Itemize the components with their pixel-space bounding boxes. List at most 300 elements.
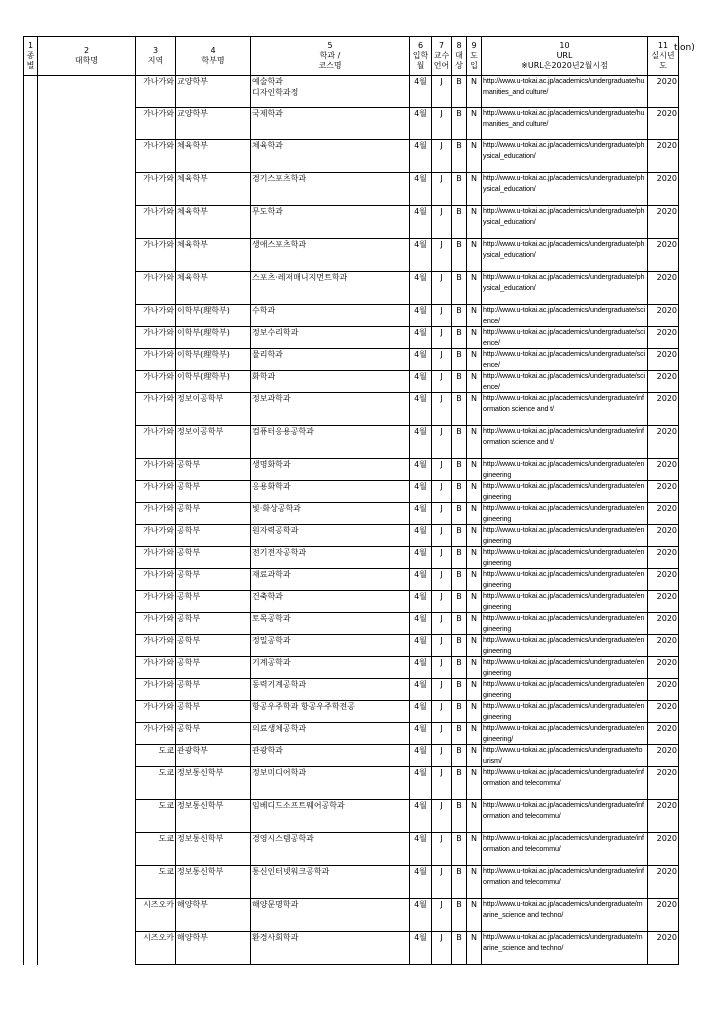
column-label: 대학명 (74, 56, 99, 65)
language-cell: J (432, 426, 452, 459)
column-label: 학부명 (201, 56, 225, 65)
target-cell: B (452, 76, 467, 108)
region-cell: 가나가와 (136, 459, 176, 481)
department-cell: 원자력공학과 (251, 525, 410, 547)
university-cell (38, 745, 136, 767)
department-cell: 컴퓨터응용공학과 (251, 426, 410, 459)
faculty-cell: 공학부 (176, 723, 251, 745)
table-row (24, 393, 679, 426)
url-cell: http://www.u-tokai.ac.jp/academics/undergraduate/engineering (482, 679, 648, 701)
language-cell: J (432, 833, 452, 866)
column-number: 11 (657, 41, 669, 50)
target-cell: B (452, 327, 467, 349)
intro-cell: N (467, 613, 482, 635)
table-row (24, 591, 679, 613)
region-cell: 가나가와 (136, 76, 176, 108)
table-row (24, 206, 679, 239)
department-cell: 환경사회학과 (251, 932, 410, 965)
year-cell: 2020 (648, 525, 679, 547)
month-cell: 4월 (410, 657, 432, 679)
faculty-cell: 체육학부 (176, 140, 251, 173)
university-cell (38, 679, 136, 701)
table-row (24, 635, 679, 657)
faculty-cell: 공학부 (176, 657, 251, 679)
column-header-10 (482, 37, 648, 76)
type-cell (24, 108, 38, 140)
column-label: 교수언어 (433, 51, 450, 70)
url-cell: http://www.u-tokai.ac.jp/academics/undergraduate/engineering (482, 657, 648, 679)
month-cell: 4월 (410, 426, 432, 459)
type-cell (24, 239, 38, 272)
university-cell (38, 239, 136, 272)
university-cell (38, 173, 136, 206)
department-cell: 정보수리학과 (251, 327, 410, 349)
region-cell: 시즈오카 (136, 899, 176, 932)
faculty-cell: 공학부 (176, 481, 251, 503)
department-cell: 빛·화상공학과 (251, 503, 410, 525)
intro-cell: N (467, 108, 482, 140)
column-header-3 (136, 37, 176, 76)
language-cell: J (432, 173, 452, 206)
region-cell: 가나가와 (136, 108, 176, 140)
department-cell: 건축학과 (251, 591, 410, 613)
column-number: 4 (210, 46, 216, 55)
university-cell (38, 569, 136, 591)
target-cell: B (452, 767, 467, 800)
university-cell (38, 426, 136, 459)
language-cell: J (432, 108, 452, 140)
type-cell (24, 866, 38, 899)
target-cell: B (452, 173, 467, 206)
type-cell (24, 547, 38, 569)
faculty-cell: 공학부 (176, 635, 251, 657)
department-cell: 물리학과 (251, 349, 410, 371)
type-cell (24, 679, 38, 701)
intro-cell: N (467, 569, 482, 591)
faculty-cell: 정보이공학부 (176, 426, 251, 459)
type-cell (24, 657, 38, 679)
type-cell (24, 800, 38, 833)
table-row (24, 899, 679, 932)
target-cell: B (452, 481, 467, 503)
faculty-cell: 정보통신학부 (176, 833, 251, 866)
department-cell: 정보미디어학과 (251, 767, 410, 800)
language-cell: J (432, 679, 452, 701)
url-cell: http://www.u-tokai.ac.jp/academics/undergraduate/science/ (482, 305, 648, 327)
department-cell: 항공우주학과 항공우주학전공 (251, 701, 410, 723)
target-cell: B (452, 140, 467, 173)
target-cell: B (452, 932, 467, 965)
month-cell: 4월 (410, 76, 432, 108)
language-cell: J (432, 371, 452, 393)
region-cell: 가나가와 (136, 272, 176, 305)
month-cell: 4월 (410, 371, 432, 393)
faculty-cell: 이학부(理학부) (176, 349, 251, 371)
month-cell: 4월 (410, 525, 432, 547)
table-row (24, 525, 679, 547)
department-cell: 스포츠·레저매니지먼트학과 (251, 272, 410, 305)
intro-cell: N (467, 305, 482, 327)
target-cell: B (452, 525, 467, 547)
column-number: 6 (417, 41, 424, 50)
url-cell: http://www.u-tokai.ac.jp/academics/undergraduate/physical_education/ (482, 272, 648, 305)
university-cell (38, 393, 136, 426)
intro-cell: N (467, 547, 482, 569)
url-cell: http://www.u-tokai.ac.jp/academics/undergraduate/humanities_and culture/ (482, 108, 648, 140)
language-cell: J (432, 701, 452, 723)
table-row (24, 503, 679, 525)
url-cell: http://www.u-tokai.ac.jp/academics/undergraduate/science/ (482, 371, 648, 393)
url-cell: http://www.u-tokai.ac.jp/academics/undergraduate/marine_science and techno/ (482, 899, 648, 932)
url-cell: http://www.u-tokai.ac.jp/academics/undergraduate/marine_science and techno/ (482, 932, 648, 965)
table-row (24, 613, 679, 635)
region-cell: 가나가와 (136, 635, 176, 657)
intro-cell: N (467, 76, 482, 108)
target-cell: B (452, 503, 467, 525)
university-cell (38, 613, 136, 635)
target-cell: B (452, 899, 467, 932)
year-cell: 2020 (648, 349, 679, 371)
table-row (24, 108, 679, 140)
month-cell: 4월 (410, 569, 432, 591)
region-cell: 가나가와 (136, 327, 176, 349)
table-row (24, 327, 679, 349)
intro-cell: N (467, 679, 482, 701)
year-cell: 2020 (648, 745, 679, 767)
month-cell: 4월 (410, 108, 432, 140)
faculty-cell: 공학부 (176, 613, 251, 635)
type-cell (24, 932, 38, 965)
type-cell (24, 349, 38, 371)
faculty-cell: 공학부 (176, 701, 251, 723)
region-cell: 도쿄 (136, 767, 176, 800)
month-cell: 4월 (410, 305, 432, 327)
intro-cell: N (467, 635, 482, 657)
department-cell: 해양문명학과 (251, 899, 410, 932)
table-row (24, 547, 679, 569)
department-cell: 토목공학과 (251, 613, 410, 635)
url-cell: http://www.u-tokai.ac.jp/academics/undergraduate/engineering (482, 701, 648, 723)
university-cell (38, 459, 136, 481)
type-cell (24, 140, 38, 173)
university-cell (38, 481, 136, 503)
type-cell (24, 525, 38, 547)
target-cell: B (452, 239, 467, 272)
column-number: 7 (438, 41, 445, 50)
target-cell: B (452, 745, 467, 767)
table-row (24, 272, 679, 305)
faculty-cell: 교양학부 (176, 76, 251, 108)
university-cell (38, 76, 136, 108)
region-cell: 가나가와 (136, 547, 176, 569)
column-header-9 (467, 37, 482, 76)
table-row (24, 371, 679, 393)
department-cell: 재료과학과 (251, 569, 410, 591)
url-cell: http://www.u-tokai.ac.jp/academics/undergraduate/information and telecommu/ (482, 800, 648, 833)
column-header-2 (38, 37, 136, 76)
language-cell: J (432, 305, 452, 327)
department-cell: 체육학과 (251, 140, 410, 173)
region-cell: 가나가와 (136, 305, 176, 327)
language-cell: J (432, 349, 452, 371)
table-row (24, 459, 679, 481)
target-cell: B (452, 206, 467, 239)
year-cell: 2020 (648, 833, 679, 866)
faculty-cell: 해양학부 (176, 932, 251, 965)
region-cell: 가나가와 (136, 349, 176, 371)
url-cell: http://www.u-tokai.ac.jp/academics/undergraduate/physical_education/ (482, 206, 648, 239)
url-cell: http://www.u-tokai.ac.jp/academics/undergraduate/engineering (482, 613, 648, 635)
month-cell: 4월 (410, 833, 432, 866)
year-cell: 2020 (648, 701, 679, 723)
university-cell (38, 635, 136, 657)
year-cell: 2020 (648, 800, 679, 833)
language-cell: J (432, 635, 452, 657)
type-cell (24, 613, 38, 635)
target-cell: B (452, 426, 467, 459)
month-cell: 4월 (410, 866, 432, 899)
table-row (24, 140, 679, 173)
department-cell: 무도학과 (251, 206, 410, 239)
url-cell: http://www.u-tokai.ac.jp/academics/undergraduate/tourism/ (482, 745, 648, 767)
university-cell (38, 140, 136, 173)
month-cell: 4월 (410, 206, 432, 239)
year-cell: 2020 (648, 173, 679, 206)
target-cell: B (452, 371, 467, 393)
url-cell: http://www.u-tokai.ac.jp/academics/undergraduate/information and telecommu/ (482, 866, 648, 899)
intro-cell: N (467, 591, 482, 613)
target-cell: B (452, 459, 467, 481)
column-header-1 (24, 37, 38, 76)
region-cell: 가나가와 (136, 173, 176, 206)
month-cell: 4월 (410, 481, 432, 503)
url-cell: http://www.u-tokai.ac.jp/academics/undergraduate/engineering (482, 481, 648, 503)
year-cell: 2020 (648, 657, 679, 679)
url-cell: http://www.u-tokai.ac.jp/academics/undergraduate/engineering (482, 569, 648, 591)
year-cell: 2020 (648, 635, 679, 657)
university-cell (38, 272, 136, 305)
faculty-cell: 체육학부 (176, 173, 251, 206)
target-cell: B (452, 272, 467, 305)
intro-cell: N (467, 481, 482, 503)
language-cell: J (432, 657, 452, 679)
department-cell: 의료생체공학과 (251, 723, 410, 745)
intro-cell: N (467, 899, 482, 932)
faculty-cell: 공학부 (176, 591, 251, 613)
intro-cell: N (467, 349, 482, 371)
language-cell: J (432, 140, 452, 173)
language-cell: J (432, 899, 452, 932)
language-cell: J (432, 932, 452, 965)
year-cell: 2020 (648, 547, 679, 569)
table-row (24, 173, 679, 206)
type-cell (24, 767, 38, 800)
table-row (24, 833, 679, 866)
table-row (24, 723, 679, 745)
year-cell: 2020 (648, 503, 679, 525)
type-cell (24, 701, 38, 723)
header-row (24, 37, 679, 76)
intro-cell: N (467, 393, 482, 426)
column-label: 입학월 (412, 51, 429, 70)
month-cell: 4월 (410, 349, 432, 371)
region-cell: 시즈오카 (136, 932, 176, 965)
column-label: 지역 (147, 56, 164, 65)
year-cell: 2020 (648, 679, 679, 701)
month-cell: 4월 (410, 932, 432, 965)
type-cell (24, 206, 38, 239)
faculty-cell: 관광학부 (176, 745, 251, 767)
column-label: 대상 (455, 51, 463, 70)
type-cell (24, 833, 38, 866)
language-cell: J (432, 745, 452, 767)
year-cell: 2020 (648, 932, 679, 965)
year-cell: 2020 (648, 305, 679, 327)
column-label: URL ※URL은2020년2월시점 (521, 51, 608, 70)
url-cell: http://www.u-tokai.ac.jp/academics/undergraduate/engineering (482, 459, 648, 481)
intro-cell: N (467, 701, 482, 723)
region-cell: 가나가와 (136, 140, 176, 173)
faculty-cell: 정보통신학부 (176, 767, 251, 800)
month-cell: 4월 (410, 701, 432, 723)
language-cell: J (432, 272, 452, 305)
month-cell: 4월 (410, 800, 432, 833)
university-cell (38, 349, 136, 371)
target-cell: B (452, 569, 467, 591)
url-cell: http://www.u-tokai.ac.jp/academics/undergraduate/science/ (482, 327, 648, 349)
region-cell: 가나가와 (136, 481, 176, 503)
target-cell: B (452, 613, 467, 635)
url-cell: http://www.u-tokai.ac.jp/academics/undergraduate/physical_education/ (482, 239, 648, 272)
intro-cell: N (467, 239, 482, 272)
intro-cell: N (467, 272, 482, 305)
table-row (24, 866, 679, 899)
year-cell: 2020 (648, 899, 679, 932)
language-cell: J (432, 459, 452, 481)
year-cell: 2020 (648, 767, 679, 800)
target-cell: B (452, 800, 467, 833)
year-cell: 2020 (648, 108, 679, 140)
table-row (24, 76, 679, 108)
target-cell: B (452, 833, 467, 866)
faculty-cell: 정보통신학부 (176, 866, 251, 899)
region-cell: 가나가와 (136, 679, 176, 701)
department-cell: 응용화학과 (251, 481, 410, 503)
column-number: 2 (83, 46, 90, 55)
region-cell: 가나가와 (136, 426, 176, 459)
language-cell: J (432, 569, 452, 591)
url-cell: http://www.u-tokai.ac.jp/academics/undergraduate/physical_education/ (482, 140, 648, 173)
type-cell (24, 899, 38, 932)
department-cell: 화학과 (251, 371, 410, 393)
table-row (24, 745, 679, 767)
intro-cell: N (467, 525, 482, 547)
department-cell: 경기스포츠학과 (251, 173, 410, 206)
month-cell: 4월 (410, 613, 432, 635)
url-cell: http://www.u-tokai.ac.jp/academics/undergraduate/information and telecommu/ (482, 767, 648, 800)
intro-cell: N (467, 866, 482, 899)
month-cell: 4월 (410, 679, 432, 701)
column-header-6 (410, 37, 432, 76)
column-number: 10 (559, 41, 570, 50)
month-cell: 4월 (410, 459, 432, 481)
region-cell: 가나가와 (136, 569, 176, 591)
table-row (24, 800, 679, 833)
faculty-cell: 공학부 (176, 547, 251, 569)
intro-cell: N (467, 206, 482, 239)
university-cell (38, 305, 136, 327)
department-cell: 경영시스템공학과 (251, 833, 410, 866)
intro-cell: N (467, 800, 482, 833)
table-row (24, 305, 679, 327)
year-cell: 2020 (648, 393, 679, 426)
target-cell: B (452, 547, 467, 569)
department-cell: 예술학과 디자인학과정 (251, 76, 410, 108)
department-cell: 통신인터넷워크공학과 (251, 866, 410, 899)
faculty-cell: 해양학부 (176, 899, 251, 932)
type-cell (24, 503, 38, 525)
type-cell (24, 393, 38, 426)
language-cell: J (432, 800, 452, 833)
language-cell: J (432, 239, 452, 272)
table-row (24, 701, 679, 723)
language-cell: J (432, 767, 452, 800)
month-cell: 4월 (410, 503, 432, 525)
type-cell (24, 305, 38, 327)
year-cell: 2020 (648, 866, 679, 899)
faculty-cell: 체육학부 (176, 239, 251, 272)
target-cell: B (452, 349, 467, 371)
column-label: 실시년도 (651, 51, 675, 70)
table-row (24, 657, 679, 679)
type-cell (24, 745, 38, 767)
month-cell: 4월 (410, 635, 432, 657)
month-cell: 4월 (410, 140, 432, 173)
table-row (24, 239, 679, 272)
university-cell (38, 833, 136, 866)
university-cell (38, 525, 136, 547)
region-cell: 가나가와 (136, 613, 176, 635)
region-cell: 도쿄 (136, 800, 176, 833)
university-program-table (23, 36, 679, 965)
language-cell: J (432, 393, 452, 426)
type-cell (24, 635, 38, 657)
url-cell: http://www.u-tokai.ac.jp/academics/undergraduate/engineering (482, 503, 648, 525)
intro-cell: N (467, 745, 482, 767)
month-cell: 4월 (410, 745, 432, 767)
year-cell: 2020 (648, 459, 679, 481)
intro-cell: N (467, 371, 482, 393)
department-cell: 기계공학과 (251, 657, 410, 679)
university-cell (38, 767, 136, 800)
month-cell: 4월 (410, 767, 432, 800)
region-cell: 도쿄 (136, 866, 176, 899)
table-row (24, 426, 679, 459)
url-cell: http://www.u-tokai.ac.jp/academics/undergraduate/information science and t/ (482, 426, 648, 459)
column-header-11 (648, 37, 679, 76)
intro-cell: N (467, 723, 482, 745)
target-cell: B (452, 305, 467, 327)
university-cell (38, 108, 136, 140)
region-cell: 가나가와 (136, 525, 176, 547)
faculty-cell: 공학부 (176, 569, 251, 591)
column-number: 8 (456, 41, 462, 50)
target-cell: B (452, 679, 467, 701)
url-cell: http://www.u-tokai.ac.jp/academics/undergraduate/engineering/ (482, 723, 648, 745)
faculty-cell: 이학부(理학부) (176, 305, 251, 327)
month-cell: 4월 (410, 327, 432, 349)
language-cell: J (432, 866, 452, 899)
